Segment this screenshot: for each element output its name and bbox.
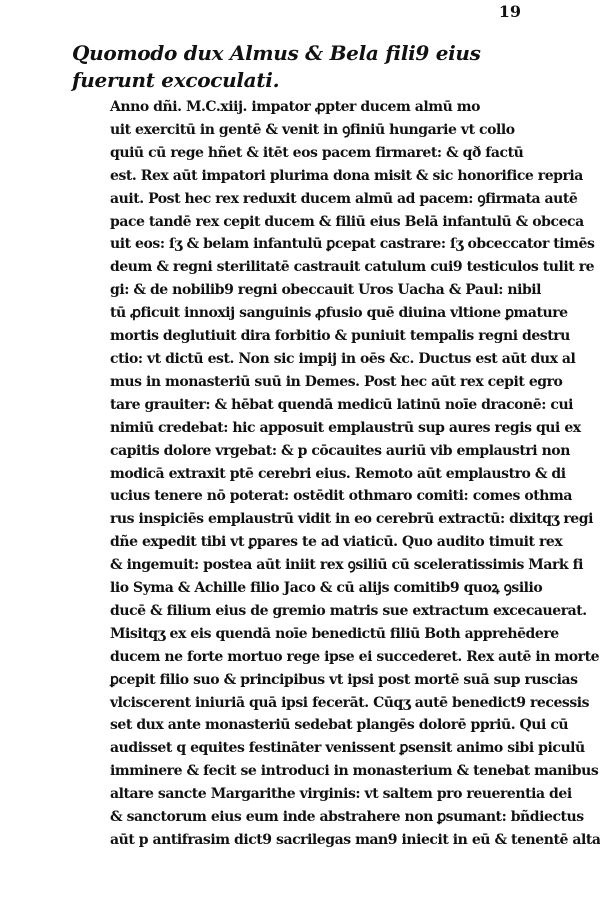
text-line: set dux ante monasteriū sedebat plangēs dolorē ppriū. Qui cū: [110, 717, 569, 734]
text-line: tū ꝓficuit innoxij sanguinis ꝓfusio quē diuina vltione ꝑmature: [110, 305, 568, 322]
text-line: ucius tenere nō poterat: ostēdit othmaro comiti: comes othma: [110, 488, 572, 505]
text-line: uit exercitū in gentē & venit in ꝯfiniū hungarie vt collo: [110, 121, 515, 138]
text-line: Anno dñi. M.C.xiij. impator ꝓpter ducem almū mo: [110, 99, 481, 115]
text-line: tare grauiter: & hēbat quendā medicū latinū noīe draconē: cui: [110, 396, 574, 413]
text-line: auit. Post hec rex reduxit ducem almū ad pacem: ꝯfirmata autē: [110, 190, 578, 207]
text-line: modicā extraxit ptē cerebri eius. Remoto aūt emplaustro & di: [110, 465, 566, 482]
text-line: Misitqʒ ex eis quendā noīe benedictū filiū Both apprehēdere: [110, 625, 559, 642]
text-line: altare sancte Margarithe virginis: vt saltem pro reuerentia dei: [110, 786, 572, 803]
text-line: ctio: vt dictū est. Non sic impij in oēs &c. Ductus est aūt dux al: [110, 350, 576, 367]
page-number: 19: [498, 2, 521, 21]
text-line: nimiū credebat: hic apposuit emplaustrū sup aures regis qui ex: [110, 419, 581, 436]
text-line: mortis deglutiuit dira forbitio & puniuit tempalis regni destru: [110, 328, 570, 345]
text-line: quiū cū rege hñet & itēt eos pacem firmaret: & qð factū: [110, 144, 524, 161]
text-line: lio Syma & Achille filio Jaco & cū alijs comitib9 quoꝝ ꝯsilio: [110, 580, 543, 597]
text-line: capitis dolore vrgebat: & p cōcauites auriū vib emplaustri non: [110, 442, 570, 459]
text-line: gi: & de nobilib9 regni obeccauit Uros Uacha & Paul: nibil: [110, 282, 542, 299]
text-line: ducem ne forte mortuo rege ipse ei succederet. Rex autē in morte: [110, 648, 600, 665]
text-line: est. Rex aūt impatori plurima dona misit & sic honorifice repria: [110, 167, 583, 184]
text-line: ꝑcepit filio suo & principibus vt ipsi post mortē suā sup ruscias: [110, 671, 578, 688]
text-line: & sanctorum eius eum inde abstrahere non ꝑsumant: bñdiectus: [110, 809, 584, 826]
text-line: uit eos: ſʒ & belam infantulū ꝑcepat castrare: ſʒ obceccator timēs: [110, 236, 595, 253]
text-line: ducē & filium eius de gremio matris sue extractum excecauerat.: [110, 602, 587, 619]
text-line: mus in monasteriū suū in Demes. Post hec aūt rex cepit egro: [110, 373, 563, 390]
text-line: dñe expedit tibi vt ꝑpares te ad viaticū. Quo audito timuit rex: [110, 534, 563, 551]
heading-line: fuerunt excoculati.: [72, 68, 280, 92]
text-line: rus inspiciēs emplaustrū vidit in eo cerebrū extractū: dixitqʒ regi: [110, 511, 593, 528]
text-line: & ingemuit: postea aūt iniit rex ꝯsiliū cū sceleratissimis Mark fi: [110, 557, 584, 574]
chapter-heading: [72, 40, 492, 94]
text-line: aūt p antifrasim dict9 sacrilegas man9 iniecit in eū & tenentē alta: [110, 832, 600, 848]
text-line: pace tandē rex cepit ducem & filiū eius Belā infantulū & obceca: [110, 213, 584, 230]
text-line: deum & regni sterilitatē castrauit catulum cui9 testiculos tulit re: [110, 259, 595, 276]
text-line: imminere & fecit se introduci in monasterium & tenebat manibus: [110, 763, 599, 780]
heading-line: Quomodo dux Almus & Bela fili9 eius: [72, 41, 481, 65]
text-line: vlciscerent iniuriā quā ipsi fecerāt. Cūqʒ autē benedict9 recessis: [110, 694, 590, 711]
body-text: [110, 96, 600, 852]
text-line: audisset q equites festināter venissent ꝑsensit animo sibi piculū: [110, 740, 585, 757]
